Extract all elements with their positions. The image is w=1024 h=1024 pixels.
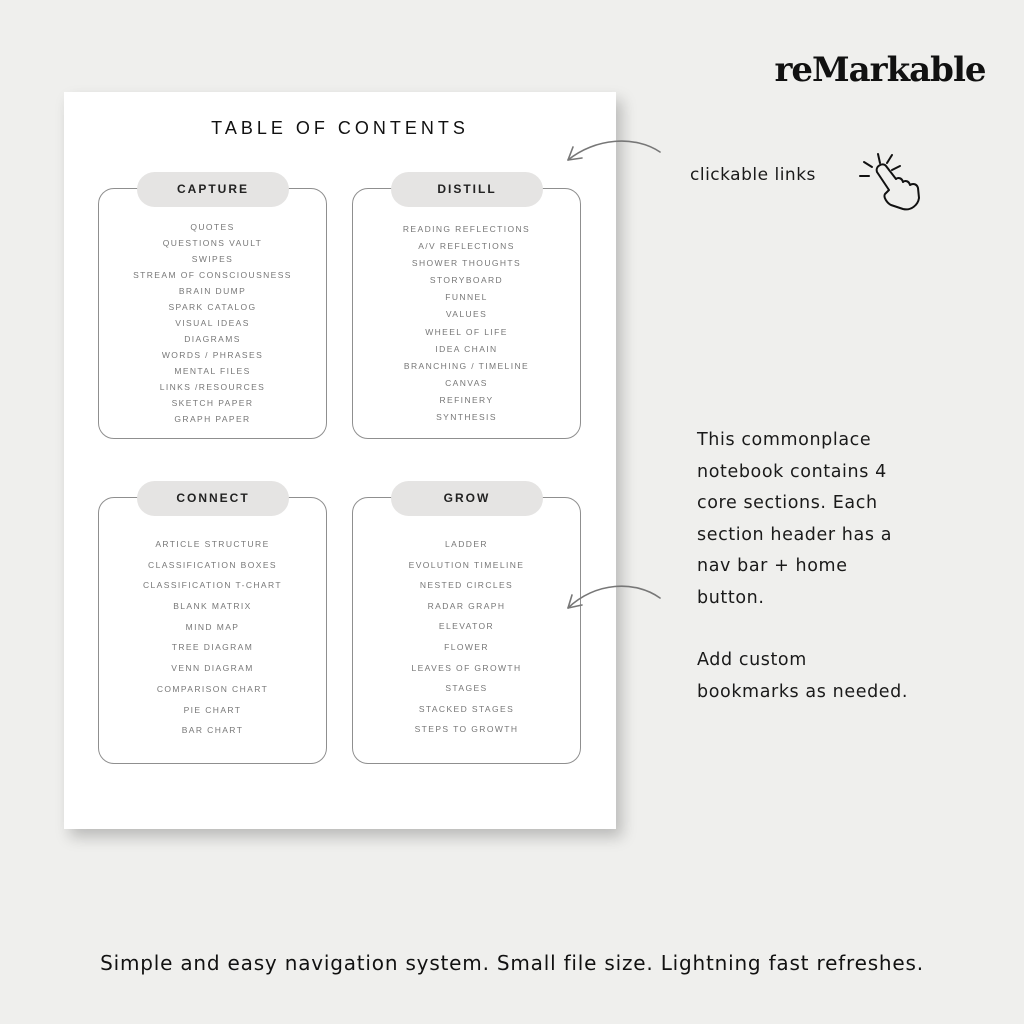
- section-list-distill: [353, 224, 580, 429]
- toc-link[interactable]: CLASSIFICATION T-CHART: [143, 580, 282, 591]
- toc-link[interactable]: LEAVES OF GROWTH: [411, 662, 522, 673]
- toc-link[interactable]: PIE CHART: [183, 704, 242, 715]
- curved-arrow-icon: [560, 572, 670, 616]
- toc-link[interactable]: FLOWER: [444, 641, 489, 652]
- toc-link[interactable]: ARTICLE STRUCTURE: [155, 539, 270, 549]
- toc-link[interactable]: TREE DIAGRAM: [171, 642, 254, 653]
- description-line: core sections. Each: [697, 493, 878, 513]
- toc-link[interactable]: VALUES: [445, 309, 488, 320]
- toc-link[interactable]: VENN DIAGRAM: [171, 663, 254, 674]
- toc-link[interactable]: CLASSIFICATION BOXES: [148, 559, 277, 570]
- description-line: button.: [697, 587, 765, 608]
- toc-link[interactable]: LADDER: [445, 539, 488, 549]
- notebook-page-preview: [64, 92, 616, 829]
- section-grow: [352, 491, 581, 764]
- section-distill: [352, 182, 581, 439]
- toc-link[interactable]: STREAM OF CONSCIOUSNESS: [133, 270, 292, 280]
- toc-link[interactable]: SPARK CATALOG: [168, 302, 257, 312]
- description-line: nav bar + home: [697, 556, 848, 576]
- toc-link[interactable]: MIND MAP: [185, 621, 240, 632]
- toc-link[interactable]: ELEVATOR: [438, 621, 495, 632]
- toc-link[interactable]: CANVAS: [445, 377, 488, 388]
- toc-link[interactable]: DIAGRAMS: [184, 334, 241, 344]
- toc-link[interactable]: SHOWER THOUGHTS: [411, 258, 522, 269]
- toc-link[interactable]: QUOTES: [190, 222, 235, 232]
- section-list-grow: [353, 539, 580, 745]
- toc-link[interactable]: NESTED CIRCLES: [419, 580, 514, 591]
- toc-link[interactable]: STEPS TO GROWTH: [414, 724, 519, 735]
- toc-link[interactable]: IDEA CHAIN: [435, 343, 498, 354]
- section-header-grow[interactable]: GROW: [391, 481, 543, 516]
- toc-link[interactable]: A/V REFLECTIONS: [418, 241, 515, 252]
- toc-link[interactable]: COMPARISON CHART: [156, 683, 269, 694]
- toc-link[interactable]: SYNTHESIS: [436, 412, 497, 423]
- page-title: TABLE OF CONTENTS: [211, 118, 469, 138]
- toc-link[interactable]: SKETCH PAPER: [171, 398, 254, 408]
- bookmark-paragraph: [697, 645, 947, 708]
- section-header-connect[interactable]: CONNECT: [137, 481, 289, 516]
- brand-logo: reMarkable: [774, 50, 986, 90]
- toc-link[interactable]: SWIPES: [191, 254, 234, 264]
- section-list-capture: [99, 222, 326, 430]
- footer-tagline: Simple and easy navigation system. Small file size. Lightning fast refreshes.: [100, 951, 924, 975]
- description-line: section header has a: [697, 524, 893, 545]
- toc-link[interactable]: WORDS / PHRASES: [161, 350, 264, 360]
- toc-link[interactable]: STORYBOARD: [429, 275, 504, 286]
- section-list-connect: [99, 539, 326, 746]
- toc-link[interactable]: GRAPH PAPER: [174, 414, 251, 424]
- toc-link[interactable]: BRANCHING / TIMELINE: [403, 360, 530, 371]
- toc-link[interactable]: STACKED STAGES: [418, 703, 515, 714]
- toc-link[interactable]: FUNNEL: [445, 292, 488, 303]
- description-line: notebook contains 4: [697, 461, 887, 482]
- toc-link[interactable]: STAGES: [445, 683, 488, 694]
- toc-link[interactable]: WHEEL OF LIFE: [425, 326, 508, 337]
- section-connect: [98, 491, 327, 764]
- toc-link[interactable]: QUESTIONS VAULT: [162, 238, 263, 248]
- toc-link[interactable]: RADAR GRAPH: [427, 600, 506, 611]
- toc-link[interactable]: READING REFLECTIONS: [402, 224, 531, 234]
- section-header-distill[interactable]: DISTILL: [391, 172, 543, 207]
- description-line: This commonplace: [697, 430, 872, 450]
- toc-link[interactable]: VISUAL IDEAS: [175, 318, 250, 328]
- hand-pointer-icon: [856, 148, 926, 214]
- toc-link[interactable]: BRAIN DUMP: [178, 286, 247, 296]
- description-paragraph: [697, 425, 947, 614]
- toc-link[interactable]: REFINERY: [439, 394, 494, 405]
- section-capture: [98, 182, 327, 439]
- toc-link[interactable]: BLANK MATRIX: [173, 601, 252, 612]
- toc-link[interactable]: MENTAL FILES: [174, 366, 251, 376]
- feature-description: [697, 425, 947, 708]
- toc-link[interactable]: BAR CHART: [181, 725, 244, 736]
- toc-link[interactable]: LINKS /RESOURCES: [159, 382, 266, 392]
- section-header-capture[interactable]: CAPTURE: [137, 172, 289, 207]
- clickable-links-label: clickable links: [690, 165, 816, 185]
- toc-link[interactable]: EVOLUTION TIMELINE: [408, 559, 525, 570]
- bookmark-line: Add custom: [697, 650, 807, 670]
- bookmark-line: bookmarks as needed.: [697, 681, 909, 702]
- curved-arrow-icon: [560, 130, 670, 170]
